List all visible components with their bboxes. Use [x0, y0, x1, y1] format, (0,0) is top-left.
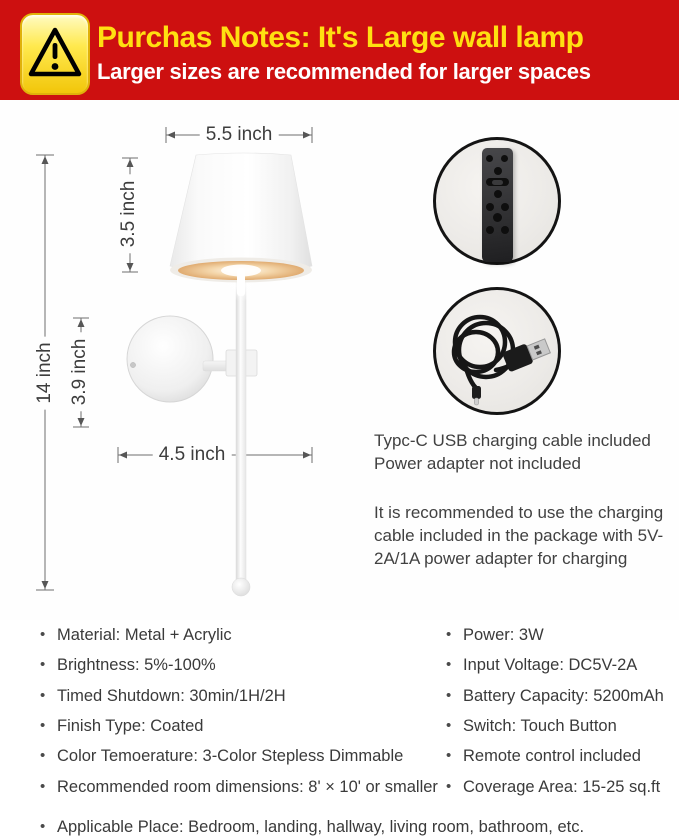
spec-color-temperature: • Color Temoerature: 3-Color Stepless Dimmable — [40, 747, 403, 766]
banner-subtitle: Larger sizes are recommended for larger spaces — [97, 59, 591, 84]
warning-triangle-icon — [27, 24, 83, 86]
remote-button — [493, 213, 502, 222]
dim-shade-diameter: 5.5 inch — [200, 123, 279, 147]
dim-backplate-height: 3.9 inch — [68, 333, 92, 412]
purchase-notes-banner — [0, 0, 679, 102]
spec-power: • Power: 3W — [446, 626, 544, 645]
dim-total-height: 14 inch — [33, 336, 57, 409]
remote-button — [494, 167, 502, 175]
cable-included-line2: Power adapter not included — [374, 454, 581, 473]
spec-battery-capacity: • Battery Capacity: 5200mAh — [446, 687, 664, 706]
spec-switch: • Switch: Touch Button — [446, 717, 617, 736]
spec-finish-type: • Finish Type: Coated — [40, 717, 203, 736]
spec-applicable-place: • Applicable Place: Bedroom, landing, hallway, living room, bathroom, etc. — [40, 818, 584, 837]
remote-button — [501, 203, 509, 211]
remote-button — [501, 155, 508, 162]
remote-button — [494, 190, 502, 198]
spec-room-dimensions: • Recommended room dimensions: 8' × 10' or smaller — [40, 778, 438, 797]
spec-input-voltage: • Input Voltage: DC5V-2A — [446, 656, 637, 675]
warning-icon — [20, 13, 90, 95]
dim-arm-projection: 4.5 inch — [153, 443, 232, 467]
lamp-pole — [236, 276, 246, 582]
cable-included-line1: Typc-C USB charging cable included — [374, 431, 651, 450]
remote-button — [486, 226, 494, 234]
spec-remote-included: • Remote control included — [446, 747, 641, 766]
remote-button — [486, 155, 493, 162]
remote-button — [501, 226, 509, 234]
usb-charging-cable — [436, 290, 558, 412]
remote-control — [482, 148, 513, 262]
cable-included-note — [374, 429, 676, 475]
spec-brightness: • Brightness: 5%-100% — [40, 656, 216, 675]
spec-material: • Material: Metal + Acrylic — [40, 626, 232, 645]
banner-title: Purchas Notes: It's Large wall lamp — [97, 21, 584, 54]
spec-timed-shutdown: • Timed Shutdown: 30min/1H/2H — [40, 687, 286, 706]
spec-coverage-area: • Coverage Area: 15-25 sq.ft — [446, 778, 660, 797]
wall-mount-plate — [127, 316, 213, 402]
dim-shade-height: 3.5 inch — [117, 175, 141, 254]
pole-end-ball — [232, 578, 250, 596]
remote-control-photo — [433, 137, 561, 265]
pole-top-highlight — [237, 268, 245, 296]
mount-screw — [130, 362, 135, 367]
remote-button — [486, 203, 494, 211]
remote-dpad-center — [492, 180, 503, 185]
usb-cable-photo — [433, 287, 561, 415]
usb-c-tip — [472, 386, 481, 405]
charging-recommendation: It is recommended to use the charging cable included in the package with 5V-2A/1A power adapter for charging — [374, 503, 664, 568]
